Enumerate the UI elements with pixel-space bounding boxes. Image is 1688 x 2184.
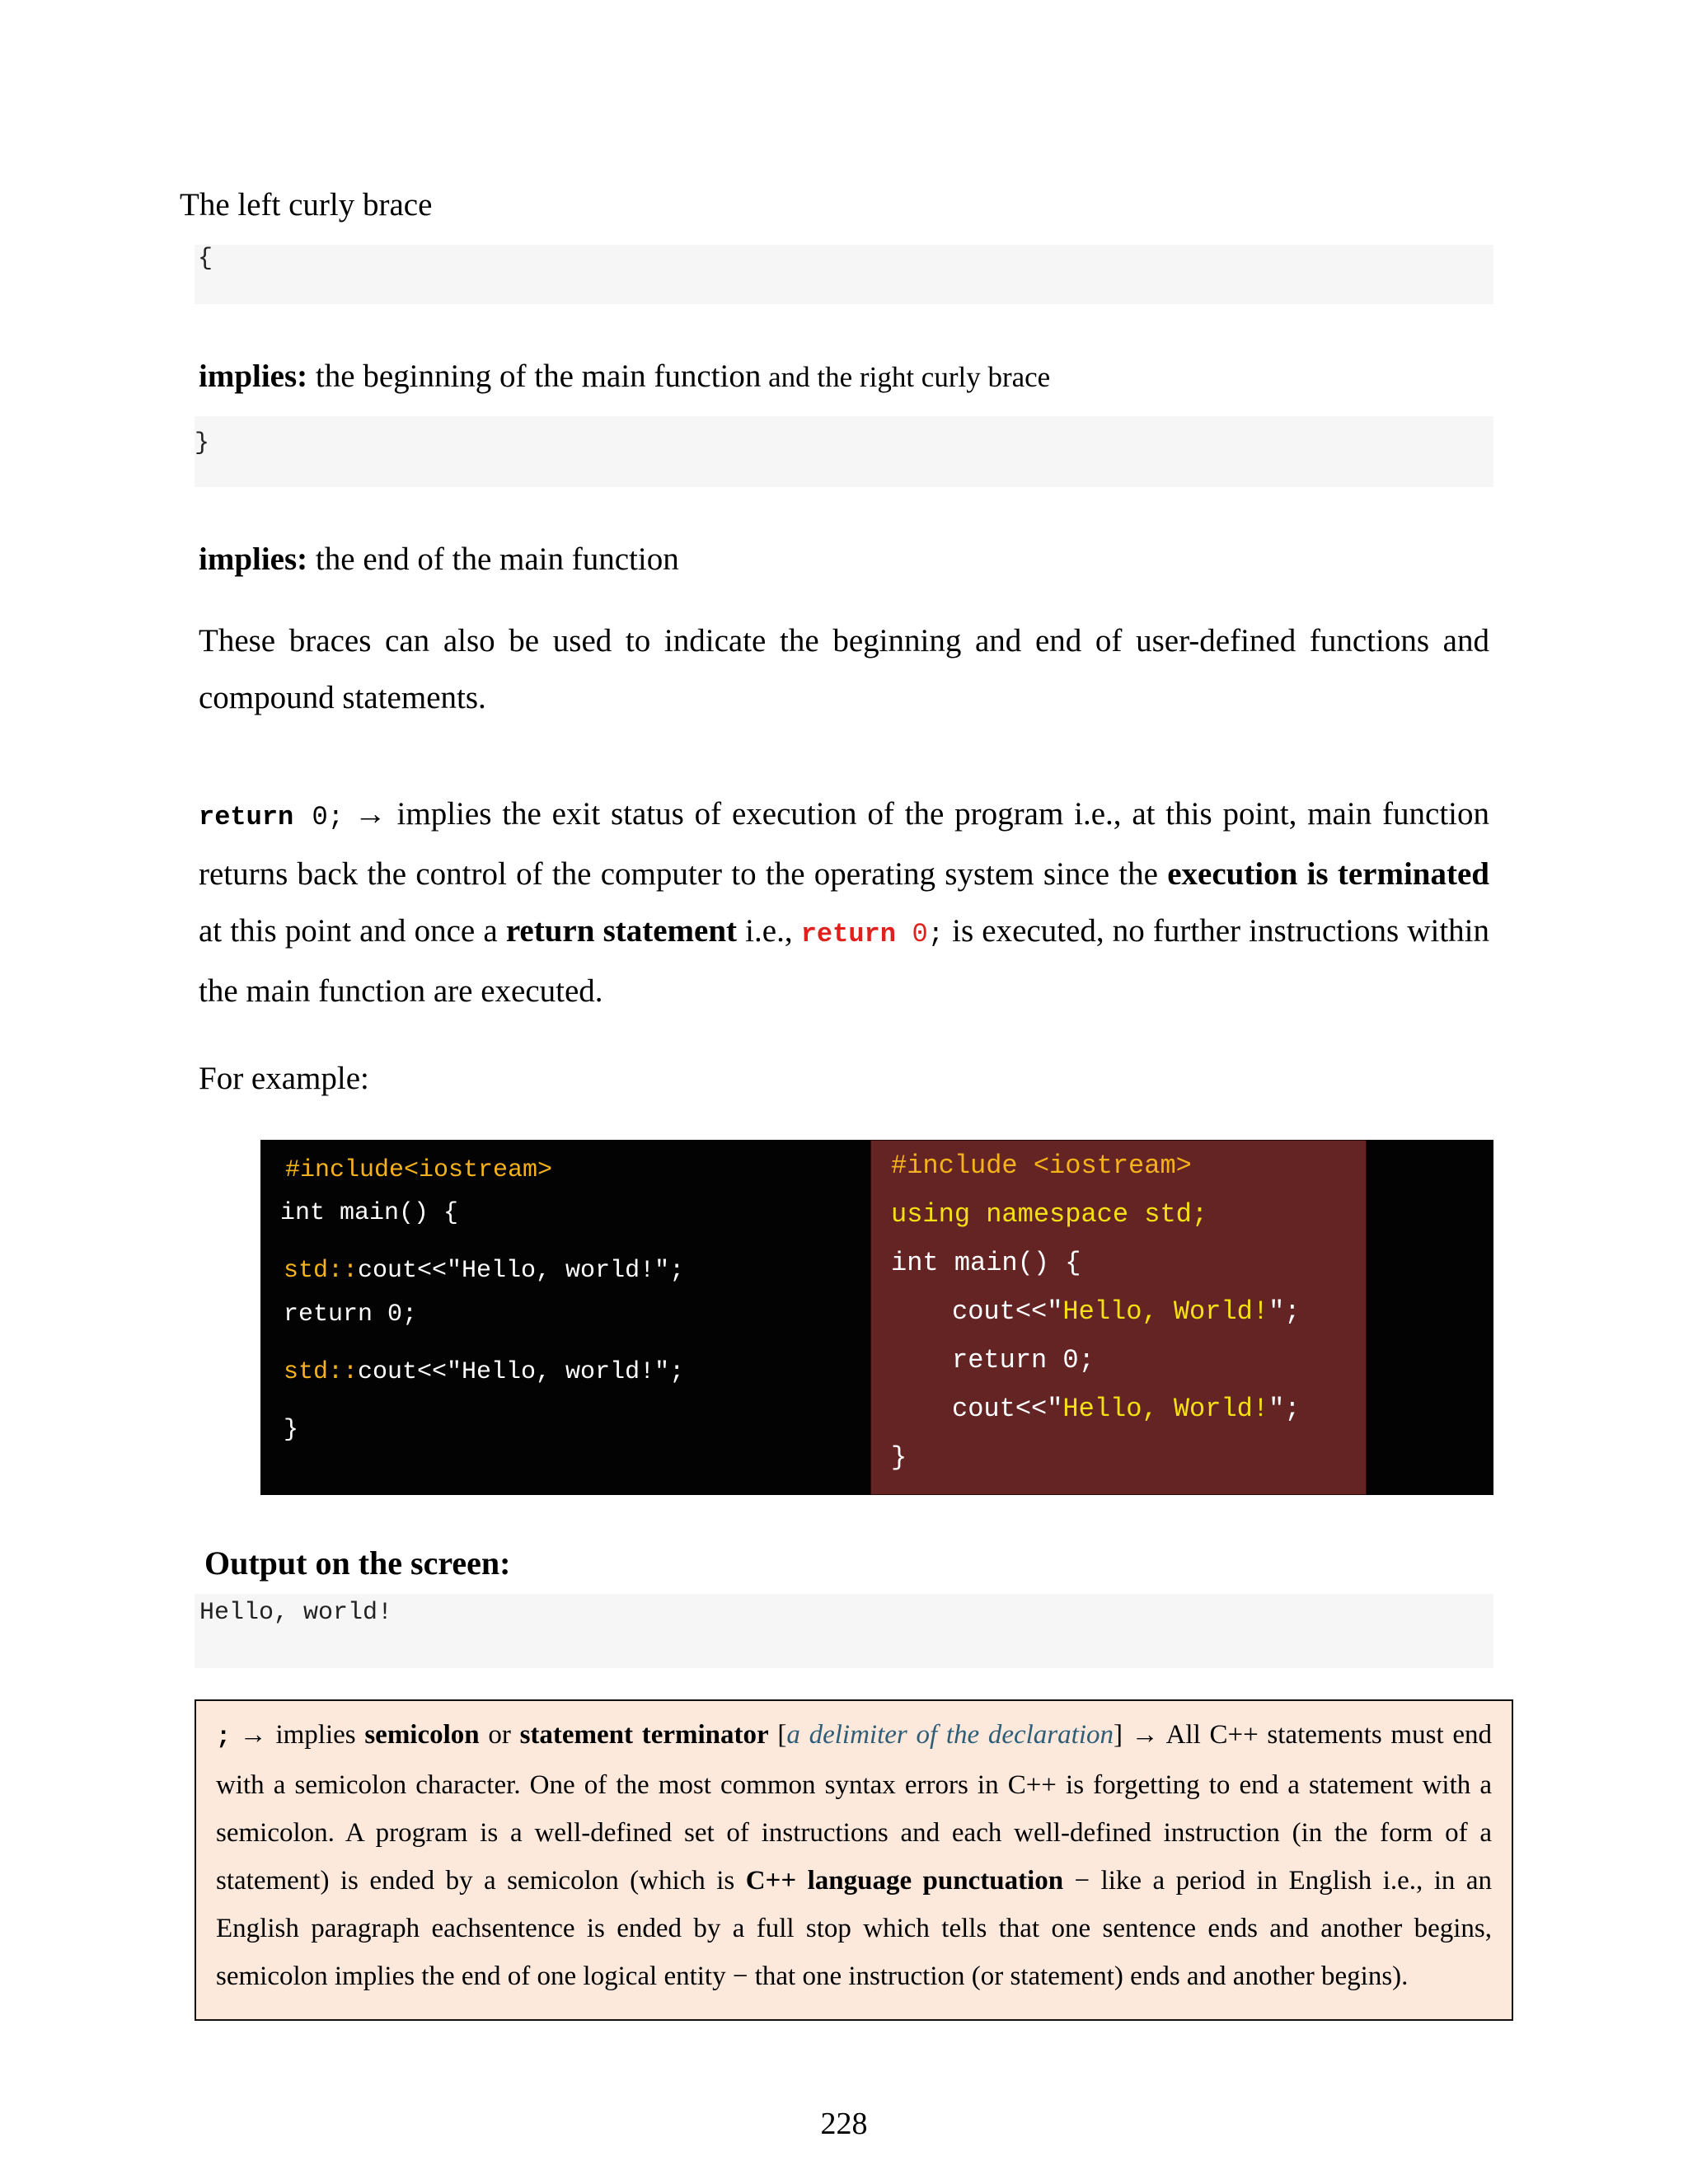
return-keyword: return — [199, 802, 294, 832]
output-heading: Output on the screen: — [204, 1544, 511, 1582]
right-brace-code-box — [195, 416, 1493, 487]
delimiter-italic-text: a delimiter of the declaration — [786, 1720, 1114, 1750]
left-brace-code: { — [198, 245, 213, 273]
language-punctuation-bold: C++ language punctuation — [745, 1866, 1064, 1896]
left-code-line-2: int main() { — [280, 1199, 459, 1227]
inline-return-semicolon: ; — [927, 919, 944, 949]
cout-prefix: cout<<" — [952, 1394, 1063, 1424]
left-code-line-6: } — [284, 1416, 299, 1444]
inline-return-keyword: return — [800, 919, 896, 949]
implies-end-main: the end of the main function — [307, 541, 679, 577]
output-code-box — [195, 1594, 1493, 1668]
right-code-line-5: return 0; — [952, 1345, 1095, 1376]
cout-statement: cout<<"Hello, world!"; — [358, 1358, 685, 1386]
cout-suffix: "; — [1268, 1394, 1301, 1424]
for-example-label: For example: — [199, 1061, 369, 1096]
note-bracket-open: [ — [768, 1720, 787, 1750]
return-text-3: i.e., — [737, 913, 801, 949]
semicolon-note-box — [195, 1699, 1513, 2021]
namespace-prefix: std:: — [284, 1358, 359, 1386]
note-text-1: → implies — [231, 1720, 365, 1750]
string-literal: Hello, World! — [1062, 1296, 1269, 1327]
semicolon-bold: semicolon — [364, 1720, 480, 1750]
left-brace-code-box — [195, 245, 1493, 304]
right-brace-code: } — [195, 429, 210, 457]
right-code-line-7: } — [891, 1442, 907, 1473]
return-text-4: is executed, no further instructions within the main function are executed. — [199, 913, 1489, 1009]
return-text-2: at this point and once a — [199, 913, 506, 949]
right-code-line-2: using namespace std; — [891, 1199, 1208, 1230]
code-example-panel — [260, 1140, 1493, 1495]
right-code-line-6 — [952, 1394, 1300, 1424]
execution-terminated-bold: execution is terminated — [1167, 856, 1489, 892]
page-number: 228 — [820, 2107, 868, 2141]
note-text-4: − like a period in English i.e., in an English paragraph eachsentence is ended by a full stop which tells that one sentence ends and another begins, semicolon implies the end of one logical entity − that one instruction (or statement) ends and another begins). — [216, 1866, 1492, 1991]
return-explanation: → implies the exit status of execution of the program i.e., at this point, main function returns back the control of the computer to the operating system since the — [199, 796, 1489, 892]
cout-prefix: cout<<" — [952, 1296, 1063, 1327]
string-literal: Hello, World! — [1062, 1394, 1269, 1424]
implies-beginning-main: the beginning of the main function — [307, 359, 762, 394]
intro-heading: The left curly brace — [180, 187, 433, 223]
return-zero: 0 — [312, 802, 328, 832]
left-code-line-3 — [284, 1257, 684, 1285]
left-code-line-4: return 0; — [284, 1301, 418, 1329]
namespace-prefix: std:: — [284, 1257, 359, 1285]
cout-suffix: "; — [1268, 1296, 1301, 1327]
implies-beginning-small: and the right curly brace — [761, 361, 1051, 393]
cout-statement: cout<<"Hello, world!"; — [358, 1257, 685, 1285]
right-code-line-3: int main() { — [891, 1248, 1081, 1278]
implies-beginning-text — [199, 358, 1050, 395]
semicolon-symbol: ; — [216, 1723, 232, 1751]
return-statement-bold: return statement — [505, 913, 738, 949]
right-code-line-4 — [952, 1296, 1300, 1327]
statement-terminator-bold: statement terminator — [519, 1720, 769, 1750]
return-paragraph — [199, 785, 1489, 1019]
output-text: Hello, world! — [199, 1599, 393, 1627]
braces-paragraph: These braces can also be used to indicate the beginning and end of user-defined functions and compound statements. — [199, 623, 1489, 715]
inline-return-zero: 0 — [912, 919, 928, 949]
right-code-line-1: #include <iostream> — [891, 1151, 1192, 1181]
left-code-line-5 — [284, 1358, 684, 1386]
left-code-line-1: #include<iostream> — [285, 1156, 553, 1184]
implies-label: implies: — [199, 359, 308, 394]
semicolon-note-text — [216, 1711, 1492, 2000]
note-text-2: or — [479, 1720, 520, 1750]
return-semicolon: ; — [327, 802, 344, 832]
implies-end-text — [199, 541, 679, 578]
right-code-panel — [870, 1140, 1367, 1495]
note-text-3: ] → All C++ statements must end with a semicolon character. One of the most common syntax errors in C++ is forgetting to end a statement with a semicolon. A program is a well-defined set of instructions and each well-defined instruction (in the form of a statement) is ended by a semicolon (which is — [216, 1720, 1492, 1896]
implies-label: implies: — [199, 541, 308, 577]
